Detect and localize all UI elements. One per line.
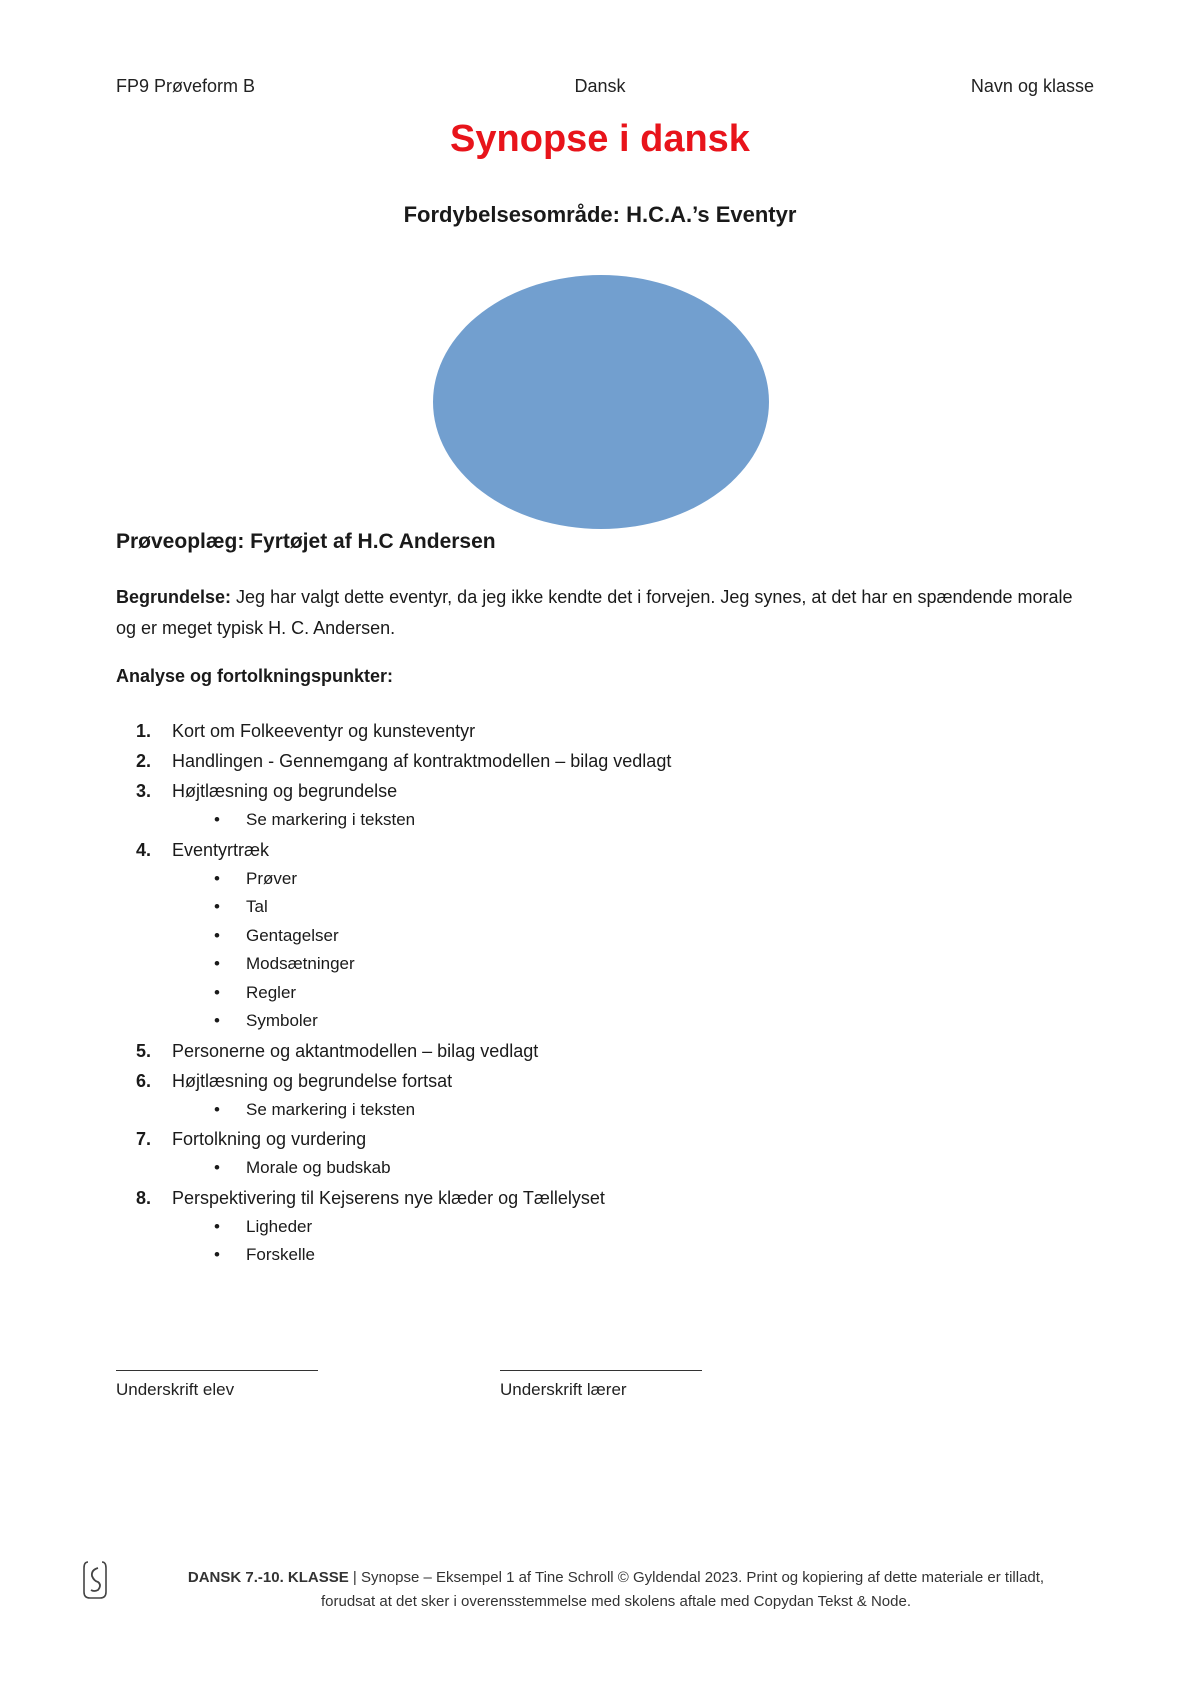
sub-list-item — [116, 1241, 1076, 1270]
reason-text: Jeg har valgt dette eventyr, da jeg ikke kendte det i forvejen. Jeg synes, at det har en spændende morale og er meget typisk H. C. Andersen. — [116, 587, 1073, 638]
list-item-number: 5. — [136, 1040, 152, 1061]
list-item-text: Højtlæsning og begrundelse fortsat — [172, 1070, 453, 1091]
footer-line-1: | Synopse – Eksempel 1 af Tine Schroll © Gyldendal 2023. Print og kopiering af dette materiale er tilladt, — [348, 1569, 1045, 1586]
list-item-number: 7. — [136, 1129, 152, 1149]
header-name-class: Navn og klasse — [970, 76, 1094, 96]
gyldendal-logo-icon — [82, 1560, 108, 1600]
sub-list-item-text: Prøver — [246, 868, 297, 888]
list-item — [116, 716, 1076, 746]
sub-list-item-text: Se markering i teksten — [246, 810, 416, 829]
footer-copyright — [116, 1566, 1116, 1614]
sub-list-item — [116, 1154, 1076, 1183]
reason-label: Begrundelse: — [116, 587, 232, 607]
list-item-text: Handlingen - Gennemgang af kontraktmodellen – bilag vedlagt — [172, 751, 672, 771]
list-item-number: 3. — [136, 781, 152, 801]
sub-list-item-text: Modsætninger — [246, 954, 355, 973]
list-item-number: 4. — [136, 839, 152, 860]
page-title: Synopse i dansk — [450, 118, 750, 160]
student-signature-line — [116, 1370, 318, 1371]
sub-list-item — [116, 1007, 1076, 1036]
bullet-icon: • — [214, 982, 220, 1002]
list-item-text: Personerne og aktantmodellen – bilag vedlagt — [172, 1040, 539, 1061]
list-item — [116, 1183, 1076, 1213]
list-item — [116, 776, 1076, 806]
sub-list-item-text: Symboler — [246, 1011, 318, 1030]
bullet-icon: • — [214, 810, 220, 829]
list-item — [116, 835, 1076, 865]
sub-list-item — [116, 865, 1076, 894]
analysis-points-list — [116, 716, 1076, 1270]
sub-list-item-text: Regler — [246, 982, 297, 1002]
list-item — [116, 1036, 1076, 1066]
bullet-icon: • — [214, 1011, 220, 1030]
bullet-icon: • — [214, 897, 220, 916]
page-subtitle: Fordybelsesområde: H.C.A.’s Eventyr — [403, 202, 797, 227]
sub-list-item — [116, 922, 1076, 951]
bullet-icon: • — [214, 868, 220, 888]
list-item-text: Eventyrtræk — [172, 839, 270, 860]
list-item-number: 8. — [136, 1187, 152, 1208]
sub-list-item — [116, 1213, 1076, 1242]
sub-list-item — [116, 893, 1076, 922]
exam-topic-heading: Prøveoplæg: Fyrtøjet af H.C Andersen — [116, 530, 496, 553]
header-subject: Dansk — [574, 76, 626, 96]
sub-list-item-text: Gentagelser — [246, 925, 339, 945]
list-item — [116, 1124, 1076, 1154]
sub-list-item-text: Se markering i teksten — [246, 1099, 416, 1119]
ellipse — [433, 275, 769, 529]
bullet-icon: • — [214, 1216, 220, 1236]
header-exam-form: FP9 Prøveform B — [116, 76, 256, 96]
analysis-heading: Analyse og fortolkningspunkter: — [116, 666, 394, 686]
sub-list-item — [116, 950, 1076, 979]
teacher-signature-line — [500, 1370, 702, 1371]
sub-list-item-text: Ligheder — [246, 1216, 313, 1236]
bullet-icon: • — [214, 954, 220, 973]
list-item-number: 2. — [136, 751, 152, 771]
footer-line-2: forudsat at det sker i overensstemmelse med skolens aftale med Copydan Tekst & Node. — [320, 1593, 912, 1610]
sub-list-item-text: Tal — [246, 897, 268, 916]
bullet-icon: • — [214, 1158, 220, 1177]
reason-paragraph — [116, 582, 1076, 644]
bullet-icon: • — [214, 925, 220, 945]
list-item-number: 6. — [136, 1070, 152, 1091]
sub-list-item-text: Forskelle — [246, 1245, 315, 1264]
list-item-text: Fortolkning og vurdering — [172, 1129, 367, 1149]
teacher-signature-label: Underskrift lærer — [500, 1380, 627, 1399]
bullet-icon: • — [214, 1099, 220, 1119]
list-item-text: Perspektivering til Kejserens nye klæder og Tællelyset — [172, 1187, 605, 1208]
sub-list-item — [116, 979, 1076, 1008]
list-item-text: Kort om Folkeeventyr og kunsteventyr — [172, 721, 476, 741]
footer-brand: DANSK 7.-10. KLASSE — [187, 1569, 349, 1586]
list-item-text: Højtlæsning og begrundelse — [172, 781, 398, 801]
sub-list-item — [116, 1096, 1076, 1125]
sub-list-item — [116, 806, 1076, 835]
sub-list-item-text: Morale og budskab — [246, 1158, 391, 1177]
list-item — [116, 746, 1076, 776]
student-signature-label: Underskrift elev — [116, 1380, 235, 1399]
blue-ellipse-shape — [432, 274, 770, 544]
bullet-icon: • — [214, 1245, 220, 1264]
list-item-number: 1. — [136, 721, 152, 741]
list-item — [116, 1066, 1076, 1096]
